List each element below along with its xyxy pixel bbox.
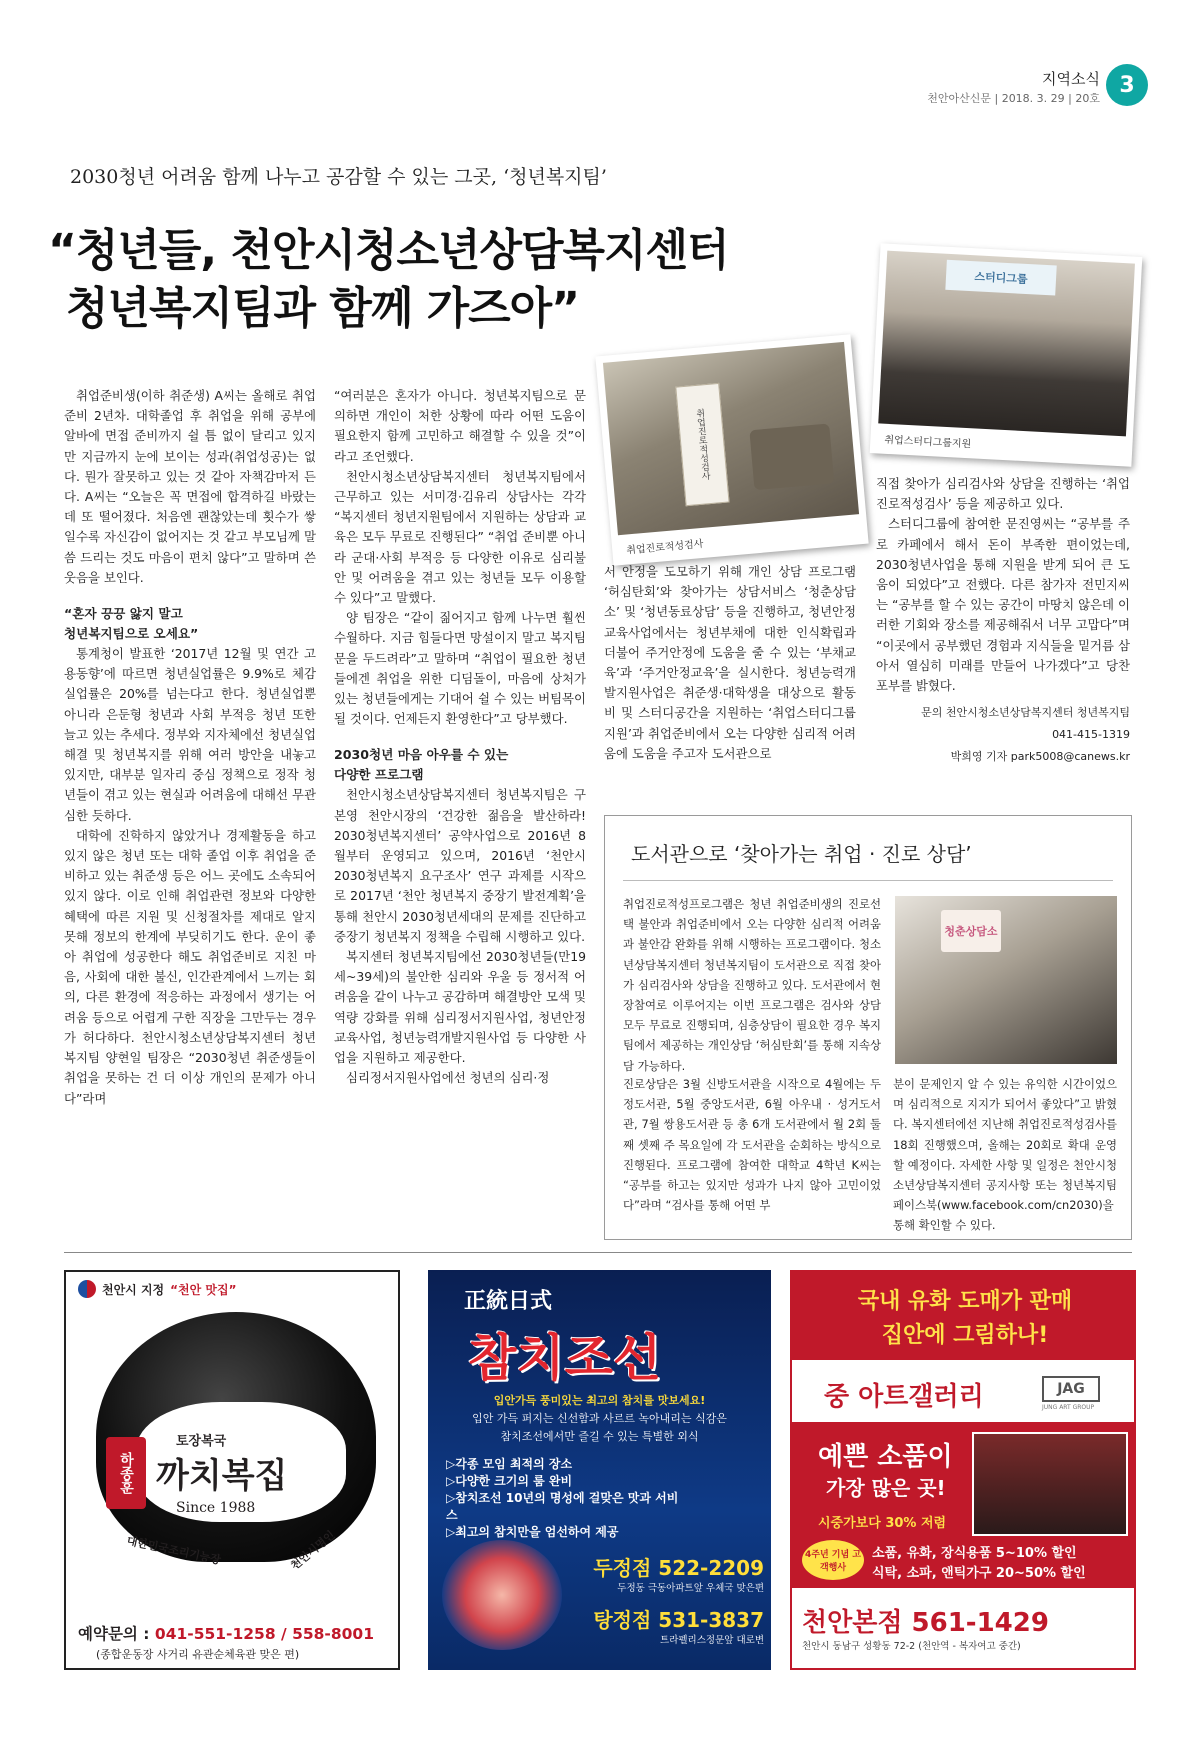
headline-line-1: “청년들, 천안시청소년상담복지센터 bbox=[48, 225, 729, 276]
ad1-mark: 천안시명인 bbox=[288, 1528, 338, 1573]
ad-jung-art-gallery bbox=[790, 1270, 1136, 1670]
box-bottom-left-text: 진로상담은 3월 신방도서관을 시작으로 4월에는 두정도서관, 5월 중앙도서관, 6월 아우내 · 성거도서관, 7월 쌍용도서관 등 총 6개 도서관에서 월 2회 둘째 셋째 주 목요일에 각 도서관을 순회하는 방식으로 진행된다. 프로그램에 참여한 대학교 4학년 K씨는 “공부를 하고는 있지만 성과가 나지 않아 고민이었다”라며 “검사를 통해 어떤 부 bbox=[623, 1077, 881, 1213]
ad2-branch2-addr: 트라펠리스정문앞 대로변 bbox=[660, 1635, 764, 1646]
ads-divider bbox=[64, 1252, 1132, 1253]
photo1-caption: 취업진로적성검사 bbox=[625, 538, 704, 557]
photo2-caption: 취업스터디그룹지원 bbox=[884, 434, 972, 451]
paragraph: 서 안정을 도모하기 위해 개인 상담 프로그램 ‘허심탄회’와 찾아가는 상담서비스 ‘청춘상담소’ 및 ‘청년동료상담’ 등을 진행하고, 청년안정교육사업에서는 청년부채에 대한 인식확립과 더불어 주거안정에 도움을 줄 수 있는 ‘부채교육’과 ‘주거안정교육’을 실시한다. 청년능력개발지원사업은 취준생·대학생을 대상으로 활동비 및 스터디공간을 지원하는 ‘취업스터디그룹 지원’과 취업준비에서 오는 다양한 심리적 어려움에 도움을 주고자 도서관으로 bbox=[604, 564, 856, 761]
paragraph: 직접 찾아가 심리검사와 상담을 진행하는 ‘취업진로적성검사’ 등을 제공하고 있다. bbox=[876, 476, 1130, 512]
ad1-seal: 하종훈 bbox=[106, 1437, 146, 1509]
subhead-2b: 다양한 프로그램 bbox=[334, 767, 424, 783]
study-banner: 스터디그룹 bbox=[945, 260, 1056, 296]
tuna-platter-image bbox=[442, 1540, 562, 1650]
ad3-red-panel bbox=[792, 1422, 1136, 1588]
ad2-bullet: ▷참치조선 10년의 명성에 걸맞은 맛과 서비스 bbox=[446, 1491, 679, 1522]
photo-aptitude-test bbox=[595, 334, 868, 566]
ad3-store-photo bbox=[972, 1432, 1128, 1536]
page-number: 3 bbox=[1106, 64, 1148, 106]
ad3-event-label: 4주년 기념 고객행사 bbox=[802, 1540, 864, 1580]
ad2-line3: 참치조선에서만 즐길 수 있는 특별한 외식 bbox=[500, 1430, 699, 1443]
box-left-text: 취업진로적성프로그램은 청년 취업준비생의 진로선택 불안과 취업준비에서 오는 다양한 심리적 어려움과 불안감 완화를 위해 시행하는 프로그램이다. 청소년상담복지센터 청년복지팀이 도서관으로 직접 찾아가 심리검사와 상담을 진행하고 있다. 도서관에서 현장참여로 이루어지는 이번 프로그램은 검사와 상담 모두 무료로 진행되며, 심층상담이 필요한 경우 복지팀에서 제공하는 개인상담 ‘허심탄회’를 통해 지속상담 가능하다. bbox=[623, 897, 881, 1073]
ad1-phone: 041-551-1258 / 558-8001 bbox=[154, 1625, 375, 1643]
paragraph: 스터디그룹에 참여한 문진영씨는 “공부를 주로 카페에서 해서 돈이 부족한 편이었는데, 2030청년사업을 통해 지원을 받게 되어 큰 도움이 되었다”고 전했다. 다른 참가자 전민지씨는 “공부를 할 수 있는 공간이 마땅치 않은데 이러한 기회와 장소를 제공해줘서 너무 고맙다”며 “이곳에서 공부했던 경험과 지식들을 밑거름 삼아서 열심히 미래를 만들어 나가겠다”고 당찬 포부를 밝혔다. bbox=[876, 516, 1130, 694]
headline-line-2: 청년복지팀과 함께 가즈아” bbox=[66, 283, 580, 334]
ad3-store-addr: 천안시 동남구 성황동 72-2 (천안역 - 복자여고 중간) bbox=[802, 1641, 1021, 1652]
ad1-since: Since 1988 bbox=[176, 1500, 256, 1516]
ad2-bullets bbox=[446, 1456, 686, 1541]
paragraph: 양 팀장은 “같이 짊어지고 함께 나누면 훨씬 수월하다. 지금 힘들다면 망설이지 말고 복지팀 문을 두드려라”고 말하며 “취업이 필요한 청년들에겐 취업을 위한 디딤돌이, 마음에 상처가 있는 청년들에게는 기대어 쉴 수 있는 버팀목이 될 것이다. 언제든지 환영한다”고 당부했다. bbox=[334, 610, 586, 727]
ad-kkachi-bokjip bbox=[64, 1270, 400, 1670]
article-headline bbox=[48, 222, 788, 338]
article-column-1 bbox=[64, 386, 316, 1109]
article-column-3 bbox=[604, 562, 856, 764]
banner-sign: 취업진로적성검사 bbox=[675, 383, 729, 506]
contact-phone: 041-415-1319 bbox=[1052, 728, 1130, 742]
ad2-bullet: ▷각종 모임 최적의 장소 bbox=[446, 1457, 573, 1471]
subhead-1a: “혼자 끙끙 앓지 말고 bbox=[64, 606, 183, 622]
ad1-chef: 대한민국조리기능장 bbox=[125, 1534, 222, 1567]
ad2-top: 正統日式 bbox=[464, 1288, 553, 1314]
ad1-title: “천안 맛집” bbox=[170, 1282, 237, 1297]
ad3-logo: JAG bbox=[1042, 1376, 1100, 1402]
photo-study-group bbox=[870, 243, 1143, 466]
paragraph: “여러분은 혼자가 아니다. 청년복지팀으로 문의하면 개인이 처한 상황에 따라 어떤 도움이 필요한지 함께 고민하고 해결할 수 있을 것”이라고 조언했다. bbox=[334, 388, 586, 464]
ad1-phone-label: 예약문의 : bbox=[78, 1625, 150, 1643]
box-bottom-right-text: 분이 문제인지 알 수 있는 유익한 시간이었으며 심리적으로 지지가 되어서 좋았다”고 밝혔다. 복지센터에선 지난해 취업진로적성검사를 18회 진행했으며, 올해는 20회로 확대 운영할 예정이다. 자세한 사항 및 일정은 천안시청소년상담복지센터 공지사항 또는 청년복지팀 페이스북(www.facebook.com/cn2030)을 통해 확인할 수 있다. bbox=[893, 1077, 1117, 1233]
ad1-name: 까치복집 bbox=[156, 1456, 288, 1496]
people-figure bbox=[749, 423, 834, 490]
ad1-top bbox=[78, 1280, 236, 1298]
box-photo-sign: 청춘상담소 bbox=[941, 910, 1001, 952]
ad2-name: 참치조선 bbox=[468, 1328, 662, 1387]
ad2-bullet: ▷다양한 크기의 룸 완비 bbox=[446, 1474, 573, 1488]
ad1-phone-line bbox=[78, 1622, 374, 1644]
ad2-branch1-addr: 두정동 극동아파트앞 우체국 맞은편 bbox=[617, 1583, 764, 1594]
ad2-branch2: 탕정점 531-3837 bbox=[593, 1608, 764, 1632]
article-column-2 bbox=[334, 386, 586, 1089]
ad2-line1: 입안가득 풍미있는 최고의 참치를 맛보세요! bbox=[493, 1394, 706, 1407]
ad3-price: 시중가보다 30% 저렴 bbox=[818, 1516, 947, 1531]
article-column-4 bbox=[876, 474, 1130, 768]
reporter-byline: 박희영 기자 park5008@canews.kr bbox=[950, 750, 1130, 764]
paragraph: 통계청이 발표한 ‘2017년 12월 및 연간 고용동향’에 따르면 청년실업률은 9.9%로 체감실업률은 20%를 넘는다고 한다. 청년실업뿐 아니라 은둔형 청년과 사회 부적응 청년 또한 늘고 있는 추세다. 정부와 지자체에선 청년실업 해결 및 청년복지를 위해 여러 방안을 내놓고 있지만, 대부분 일자리 중심 정책으로 정작 청년들이 겪고 있는 현실과 어려움에 대해선 무관심한 듯하다. bbox=[64, 646, 316, 823]
photo-aptitude-image bbox=[603, 342, 859, 535]
ad3-banner1: 국내 유화 도매가 판매 bbox=[857, 1289, 1073, 1314]
ad1-badge: 천안시 지정 bbox=[102, 1282, 165, 1297]
subhead-1b: 청년복지팀으로 오세요” bbox=[64, 626, 199, 642]
ad3-store: 천안본점 561-1429 bbox=[802, 1608, 1049, 1638]
ad2-bullet: ▷최고의 참치만을 엄선하여 제공 bbox=[446, 1525, 619, 1539]
subhead-2a: 2030청년 마음 아우를 수 있는 bbox=[334, 747, 509, 763]
ad-chamchi-joseon bbox=[428, 1270, 771, 1670]
paragraph: 취업준비생(이하 취준생) A씨는 올해로 취업준비 2년차. 대학졸업 후 취업을 위해 공부에 알바에 면접 준비까지 쉴 틈 없이 달리고 있지만 지금까지 눈에 보이는 성과(취업성공)는 없다. 뭔가 잘못하고 있는 것 같아 자책감마저 든다. A씨는 “오늘은 꼭 면접에 합격하길 바랐는데 또 떨어졌다. 처음엔 괜찮았는데 횟수가 쌓일수록 자신감이 없어지는 것 같고 부모님께 말씀 드리는 것도 마음이 편치 않다”고 말하며 쓴웃음을 보인다. bbox=[64, 388, 316, 585]
paragraph: 복지센터 청년복지팀에선 2030청년들(만19세~39세)의 불안한 심리와 우울 등 정서적 어려움을 같이 나누고 공감하며 해결방안 모색 및 역량 강화를 위해 심리정서지원사업, 청년안정교육사업, 청년능력개발지원사업 등 다양한 사업을 지원하고 제공한다. bbox=[334, 949, 586, 1066]
paragraph: 대학에 진학하지 않았거나 경제활동을 하고 있지 않은 청년 또는 대학 졸업 이후 취업을 준비하고 있는 취준생 등은 어느 곳에도 소속되어 있지 않다. 이로 인해 취업관련 정보와 다양한 혜택에 따른 지원 및 신청절차를 제대로 알지 못해 정보의 한계에 부딪히기도 한다. 운이 좋아 취업에 성공한다 해도 취업준비로 지친 마음, 사회에 대한 불신, 인간관계에서 느끼는 회의, 다른 환경에 적응하는 과정에서 생기는 어려움 등으로 어렵게 구한 직장을 그만두는 경우가 허다하다. 천안시청소년상담복지센터 청년복지팀 양현일 팀장은 “2030청년 취준생들이 취업을 못하는 건 더 이상 개인의 문제가 아니다”라며 bbox=[64, 827, 316, 1106]
contact-info bbox=[876, 702, 1130, 768]
paragraph: 심리정서지원사업에선 청년의 심리·정 bbox=[346, 1070, 550, 1086]
ad3-big1: 예쁜 소품이 bbox=[818, 1442, 953, 1472]
ad3-event1: 소품, 유화, 장식용품 5~10% 할인 bbox=[872, 1546, 1077, 1561]
ad2-line2: 입안 가득 퍼지는 신선함과 사르르 녹아내리는 식감은 bbox=[472, 1412, 727, 1425]
paragraph: 천안시청소년상담복지센터 청년복지팀에서 근무하고 있는 서미경·김유리 상담사는 각각 “복지센터 청년지원팀에서 지원하는 상담과 교육은 모두 무료로 진행된다” “취업 준비뿐 아니라 군대·사회 부적응 등 다양한 이유로 심리불안 및 어려움을 겪고 있는 청년들 모두 이용할 수 있다”고 말했다. bbox=[334, 468, 586, 606]
ad3-big2: 가장 많은 곳! bbox=[826, 1476, 946, 1500]
ad1-address: (종합운동장 사거리 유관순체육관 맞은 편) bbox=[96, 1648, 300, 1661]
ad1-small: 토장복국 bbox=[176, 1434, 227, 1449]
library-counseling-box bbox=[604, 815, 1132, 1240]
ad3-logo-sub: JUNG ART GROUP bbox=[1042, 1404, 1095, 1411]
box-title: 도서관으로 ‘찾아가는 취업 · 진로 상담’ bbox=[631, 842, 972, 866]
section-label: 지역소식 bbox=[1042, 70, 1100, 88]
ad3-banner2: 집안에 그림하나! bbox=[881, 1323, 1049, 1348]
ad3-banner bbox=[792, 1272, 1136, 1360]
photo-study-image bbox=[878, 251, 1135, 437]
box-photo bbox=[895, 896, 1117, 1064]
ad3-event2: 식탁, 소파, 앤틱가구 20~50% 할인 bbox=[872, 1566, 1086, 1581]
cheonan-logo-icon bbox=[78, 1280, 96, 1298]
ad2-branch1: 두정점 522-2209 bbox=[593, 1556, 764, 1580]
issue-meta: 천안아산신문 | 2018. 3. 29 | 20호 bbox=[927, 92, 1100, 105]
box-divider bbox=[623, 880, 1113, 881]
paragraph: 천안시청소년상담복지센터 청년복지팀은 구본영 천안시장의 ‘건강한 젊음을 발산하라! 2030청년복지센터’ 공약사업으로 2016년 8월부터 운영되고 있으며, 2016년 ‘천안시 2030청년복지 요구조사’ 연구 과제를 시작으로 2017년 ‘천안 청년복지 중장기 발전계획’을 통해 천안시 2030청년세대의 문제를 진단하고 중장기 청년복지 정책을 수립해 시행하고 있다. bbox=[334, 787, 586, 944]
article-kicker: 2030청년 어려움 함께 나누고 공감할 수 있는 그곳, ‘청년복지팀’ bbox=[70, 166, 607, 188]
contact-line-1: 문의 천안시청소년상담복지센터 청년복지팀 bbox=[921, 706, 1130, 720]
ad3-name: 중 아트갤러리 bbox=[824, 1382, 984, 1412]
